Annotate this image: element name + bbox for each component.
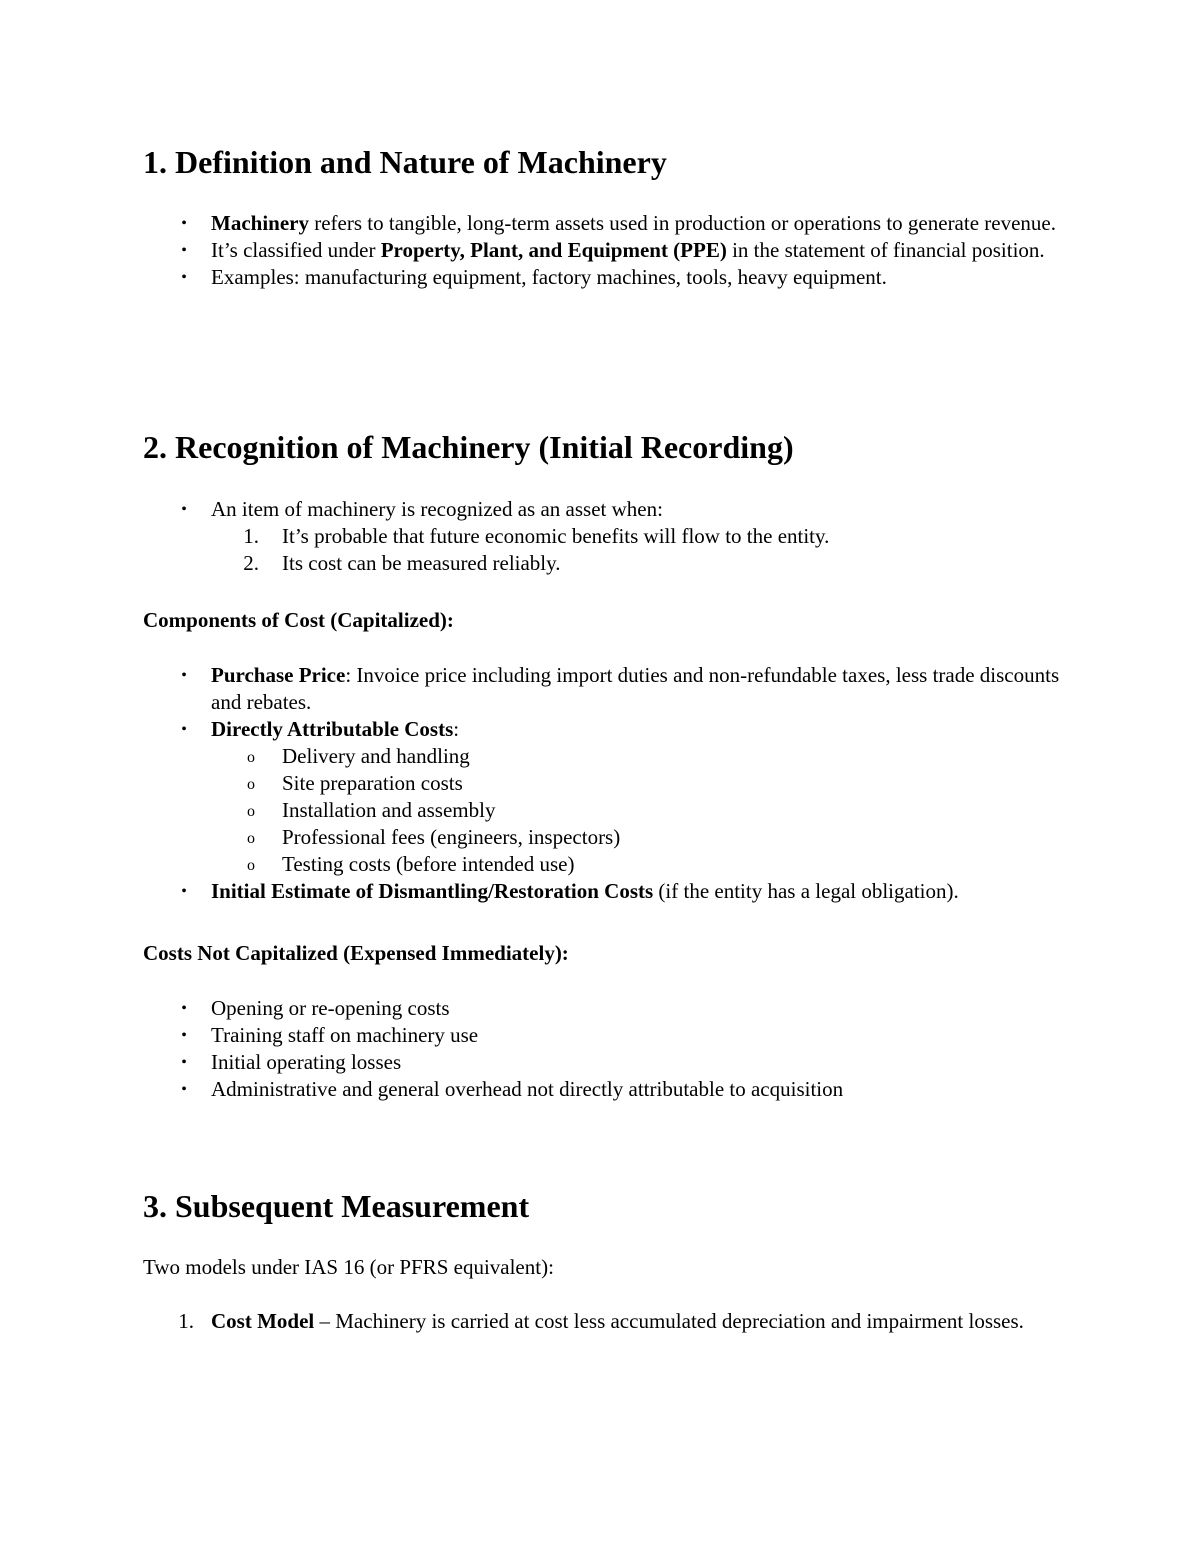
- circle-bullet-icon: o: [247, 749, 255, 766]
- sub-list-item: o Installation and assembly: [143, 797, 1073, 824]
- models-list: [143, 1308, 1073, 1335]
- list-item: • Initial Estimate of Dismantling/Restoration Costs (if the entity has a legal obligation).: [143, 878, 1073, 905]
- list-item: • Administrative and general overhead not directly attributable to acquisition: [143, 1076, 1073, 1103]
- list-item: • Machinery refers to tangible, long-term assets used in production or operations to generate revenue.: [143, 210, 1073, 237]
- bullet-icon: •: [181, 883, 187, 900]
- not-capitalized-heading: Costs Not Capitalized (Expensed Immediately):: [143, 941, 569, 965]
- bullet-icon: •: [181, 1054, 187, 1071]
- bullet-icon: •: [181, 1000, 187, 1017]
- bullet-icon: •: [181, 1027, 187, 1044]
- condition-item: 2. Its cost can be measured reliably.: [243, 551, 561, 575]
- list-item: • Opening or re-opening costs: [143, 995, 1073, 1022]
- circle-bullet-icon: o: [247, 776, 255, 793]
- list-item: • Directly Attributable Costs:: [143, 716, 1073, 743]
- section-3-heading: 3. Subsequent Measurement: [143, 1188, 530, 1224]
- sub-list-item: o Site preparation costs: [143, 770, 1073, 797]
- list-item: • Training staff on machinery use: [143, 1022, 1073, 1049]
- bullet-icon: •: [181, 269, 187, 286]
- bullet-icon: •: [181, 1081, 187, 1098]
- bullet-icon: •: [181, 215, 187, 232]
- bullet-icon: •: [181, 501, 187, 518]
- sub-list-item: o Delivery and handling: [143, 743, 1073, 770]
- sub-list-item: o Professional fees (engineers, inspectors): [143, 824, 1073, 851]
- list-item: • Examples: manufacturing equipment, factory machines, tools, heavy equipment.: [143, 264, 1073, 291]
- components-heading: Components of Cost (Capitalized):: [143, 608, 454, 632]
- bullet-icon: •: [181, 721, 187, 738]
- circle-bullet-icon: o: [247, 857, 255, 874]
- section-1-heading: 1. Definition and Nature of Machinery: [143, 144, 667, 180]
- section-3-intro: Two models under IAS 16 (or PFRS equivalent):: [143, 1255, 554, 1279]
- list-item: • Initial operating losses: [143, 1049, 1073, 1076]
- section-1-list: [143, 210, 1073, 291]
- list-item: • An item of machinery is recognized as an asset when:: [143, 496, 1073, 523]
- not-capitalized-list: [143, 995, 1073, 1103]
- recognition-list: [143, 496, 1073, 577]
- sub-list-item: o Testing costs (before intended use): [143, 851, 1073, 878]
- condition-item: 1. It’s probable that future economic benefits will flow to the entity.: [243, 524, 830, 548]
- list-item: • Purchase Price: Invoice price including import duties and non-refundable taxes, less trade discounts and rebates.: [143, 662, 1073, 716]
- circle-bullet-icon: o: [247, 830, 255, 847]
- bullet-icon: •: [181, 242, 187, 259]
- list-item: • It’s classified under Property, Plant, and Equipment (PPE) in the statement of financial position.: [143, 237, 1073, 264]
- components-list: [143, 662, 1073, 905]
- circle-bullet-icon: o: [247, 803, 255, 820]
- section-2-heading: 2. Recognition of Machinery (Initial Recording): [143, 429, 794, 465]
- bullet-icon: •: [181, 667, 187, 684]
- list-item: 1. Cost Model – Machinery is carried at cost less accumulated depreciation and impairment losses.: [178, 1309, 1024, 1333]
